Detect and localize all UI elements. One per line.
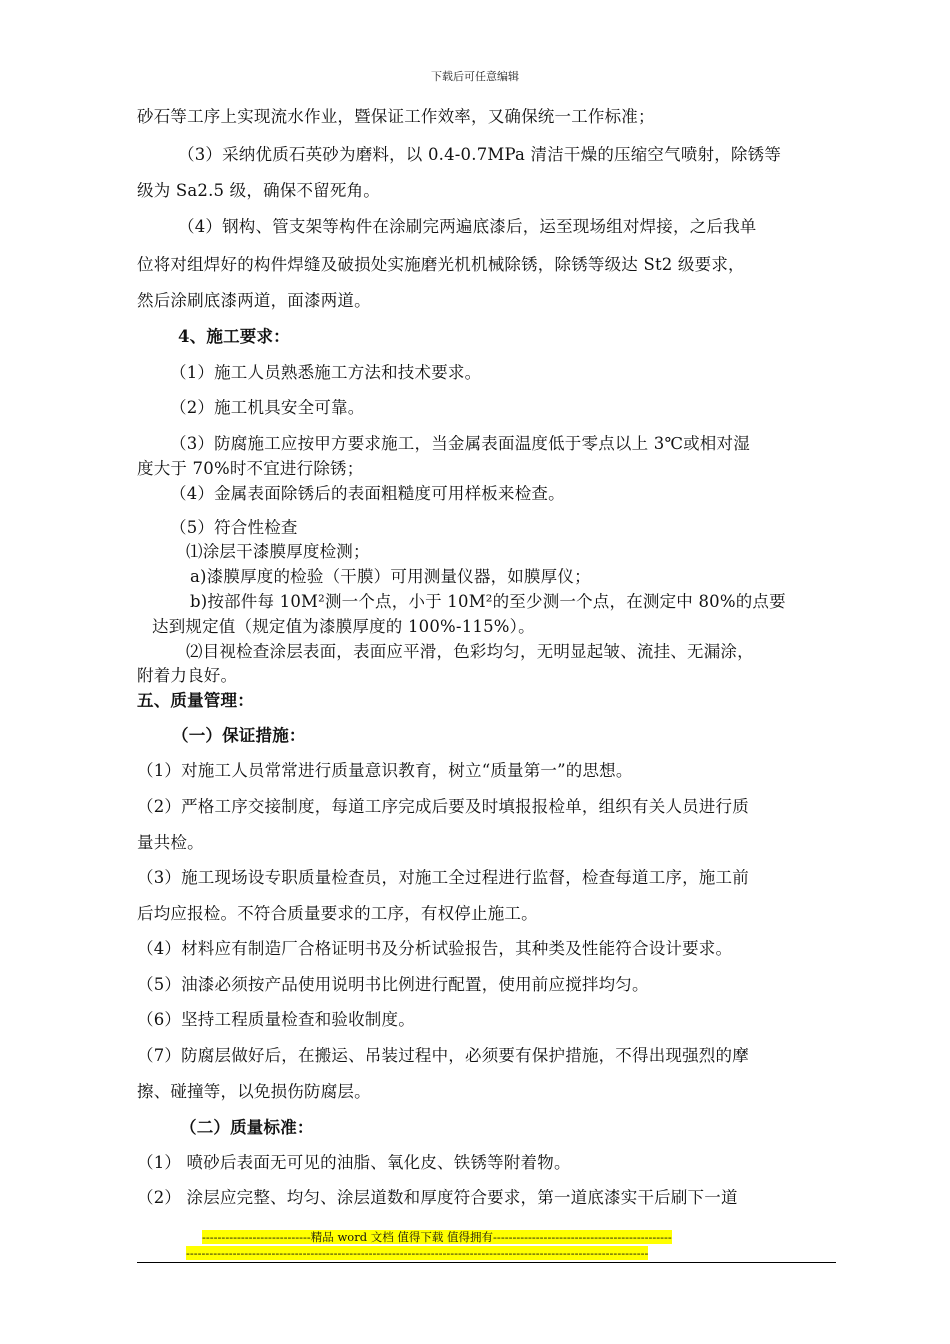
paragraph-line: （2）施工机具安全可靠。 <box>170 398 365 417</box>
footer-rule <box>137 1262 836 1263</box>
paragraph-line: 达到规定值（规定值为漆膜厚度的 100%-115%）。 <box>152 617 535 636</box>
section-heading: 五、质量管理： <box>137 691 254 710</box>
paragraph-line: 附着力良好。 <box>137 666 238 685</box>
paragraph-line: 位将对组焊好的构件焊缝及破损处实施磨光机机械除锈，除锈等级达 St2 级要求， <box>137 255 745 274</box>
paragraph-line: 后均应报检。不符合质量要求的工序，有权停止施工。 <box>137 904 538 923</box>
paragraph-line: （3）施工现场设专职质量检查员，对施工全过程进行监督，检查每道工序，施工前 <box>137 868 749 887</box>
paragraph-line: ⑴涂层干漆膜厚度检测； <box>186 542 370 561</box>
paragraph-line: （7）防腐层做好后，在搬运、吊装过程中，必须要有保护措施，不得出现强烈的摩 <box>137 1046 749 1065</box>
paragraph-line: 砂石等工序上实现流水作业，暨保证工作效率，又确保统一工作标准； <box>137 107 655 126</box>
paragraph-line: 擦、碰撞等，以免损伤防腐层。 <box>137 1082 371 1101</box>
paragraph-line: （4）材料应有制造厂合格证明书及分析试验报告，其种类及性能符合设计要求。 <box>137 939 733 958</box>
paragraph-line: （3）防腐施工应按甲方要求施工，当金属表面温度低于零点以上 3℃或相对湿 <box>170 434 750 453</box>
paragraph-line: （5）油漆必须按产品使用说明书比例进行配置，使用前应搅拌均匀。 <box>137 975 649 994</box>
paragraph-line: （4）金属表面除锈后的表面粗糙度可用样板来检查。 <box>170 484 565 503</box>
subsection-heading: （一）保证措施： <box>172 726 306 745</box>
footer-banner-dashes: ----------------------------------------------------------------------------------------------------------------------- <box>186 1246 649 1260</box>
paragraph-line: ⑵目视检查涂层表面，表面应平滑，色彩均匀，无明显起皱、流挂、无漏涂， <box>186 642 754 661</box>
page-header: 下载后可任意编辑 <box>431 70 519 83</box>
paragraph-line: （1） 喷砂后表面无可见的油脂、氧化皮、铁锈等附着物。 <box>137 1153 571 1172</box>
paragraph-line: 度大于 70%时不宜进行除锈； <box>137 459 364 478</box>
paragraph-line: 量共检。 <box>137 833 204 852</box>
paragraph-line: （3）采纳优质石英砂为磨料，以 0.4-0.7MPa 清洁干燥的压缩空气喷射，除锈等 <box>178 145 782 164</box>
paragraph-line: （4）钢构、管支架等构件在涂刷完两遍底漆后，运至现场组对焊接，之后我单 <box>178 217 757 236</box>
paragraph-line: b)按部件每 10M²测一个点，小于 10M²的至少测一个点，在测定中 80%的点要 <box>190 592 786 611</box>
paragraph-line: （6）坚持工程质量检查和验收制度。 <box>137 1010 415 1029</box>
section-heading: 4、施工要求： <box>178 327 290 346</box>
paragraph-line: （1）对施工人员常常进行质量意识教育，树立“质量第一”的思想。 <box>137 761 633 780</box>
subsection-heading: （二）质量标准： <box>180 1118 314 1137</box>
paragraph-line: a)漆膜厚度的检验（干膜）可用测量仪器，如膜厚仪； <box>190 567 591 586</box>
paragraph-line: （1）施工人员熟悉施工方法和技术要求。 <box>170 363 482 382</box>
paragraph-line: （5）符合性检查 <box>170 518 298 537</box>
paragraph-line: （2） 涂层应完整、均匀、涂层道数和厚度符合要求，第一道底漆实干后刷下一道 <box>137 1188 738 1207</box>
footer-banner: ----------------------------精品 word 文档 值得下载 值得拥有---------------------------------------------- <box>202 1230 672 1244</box>
paragraph-line: 级为 Sa2.5 级，确保不留死角。 <box>137 181 380 200</box>
paragraph-line: （2）严格工序交接制度，每道工序完成后要及时填报报检单，组织有关人员进行质 <box>137 797 749 816</box>
paragraph-line: 然后涂刷底漆两道，面漆两道。 <box>137 291 371 310</box>
